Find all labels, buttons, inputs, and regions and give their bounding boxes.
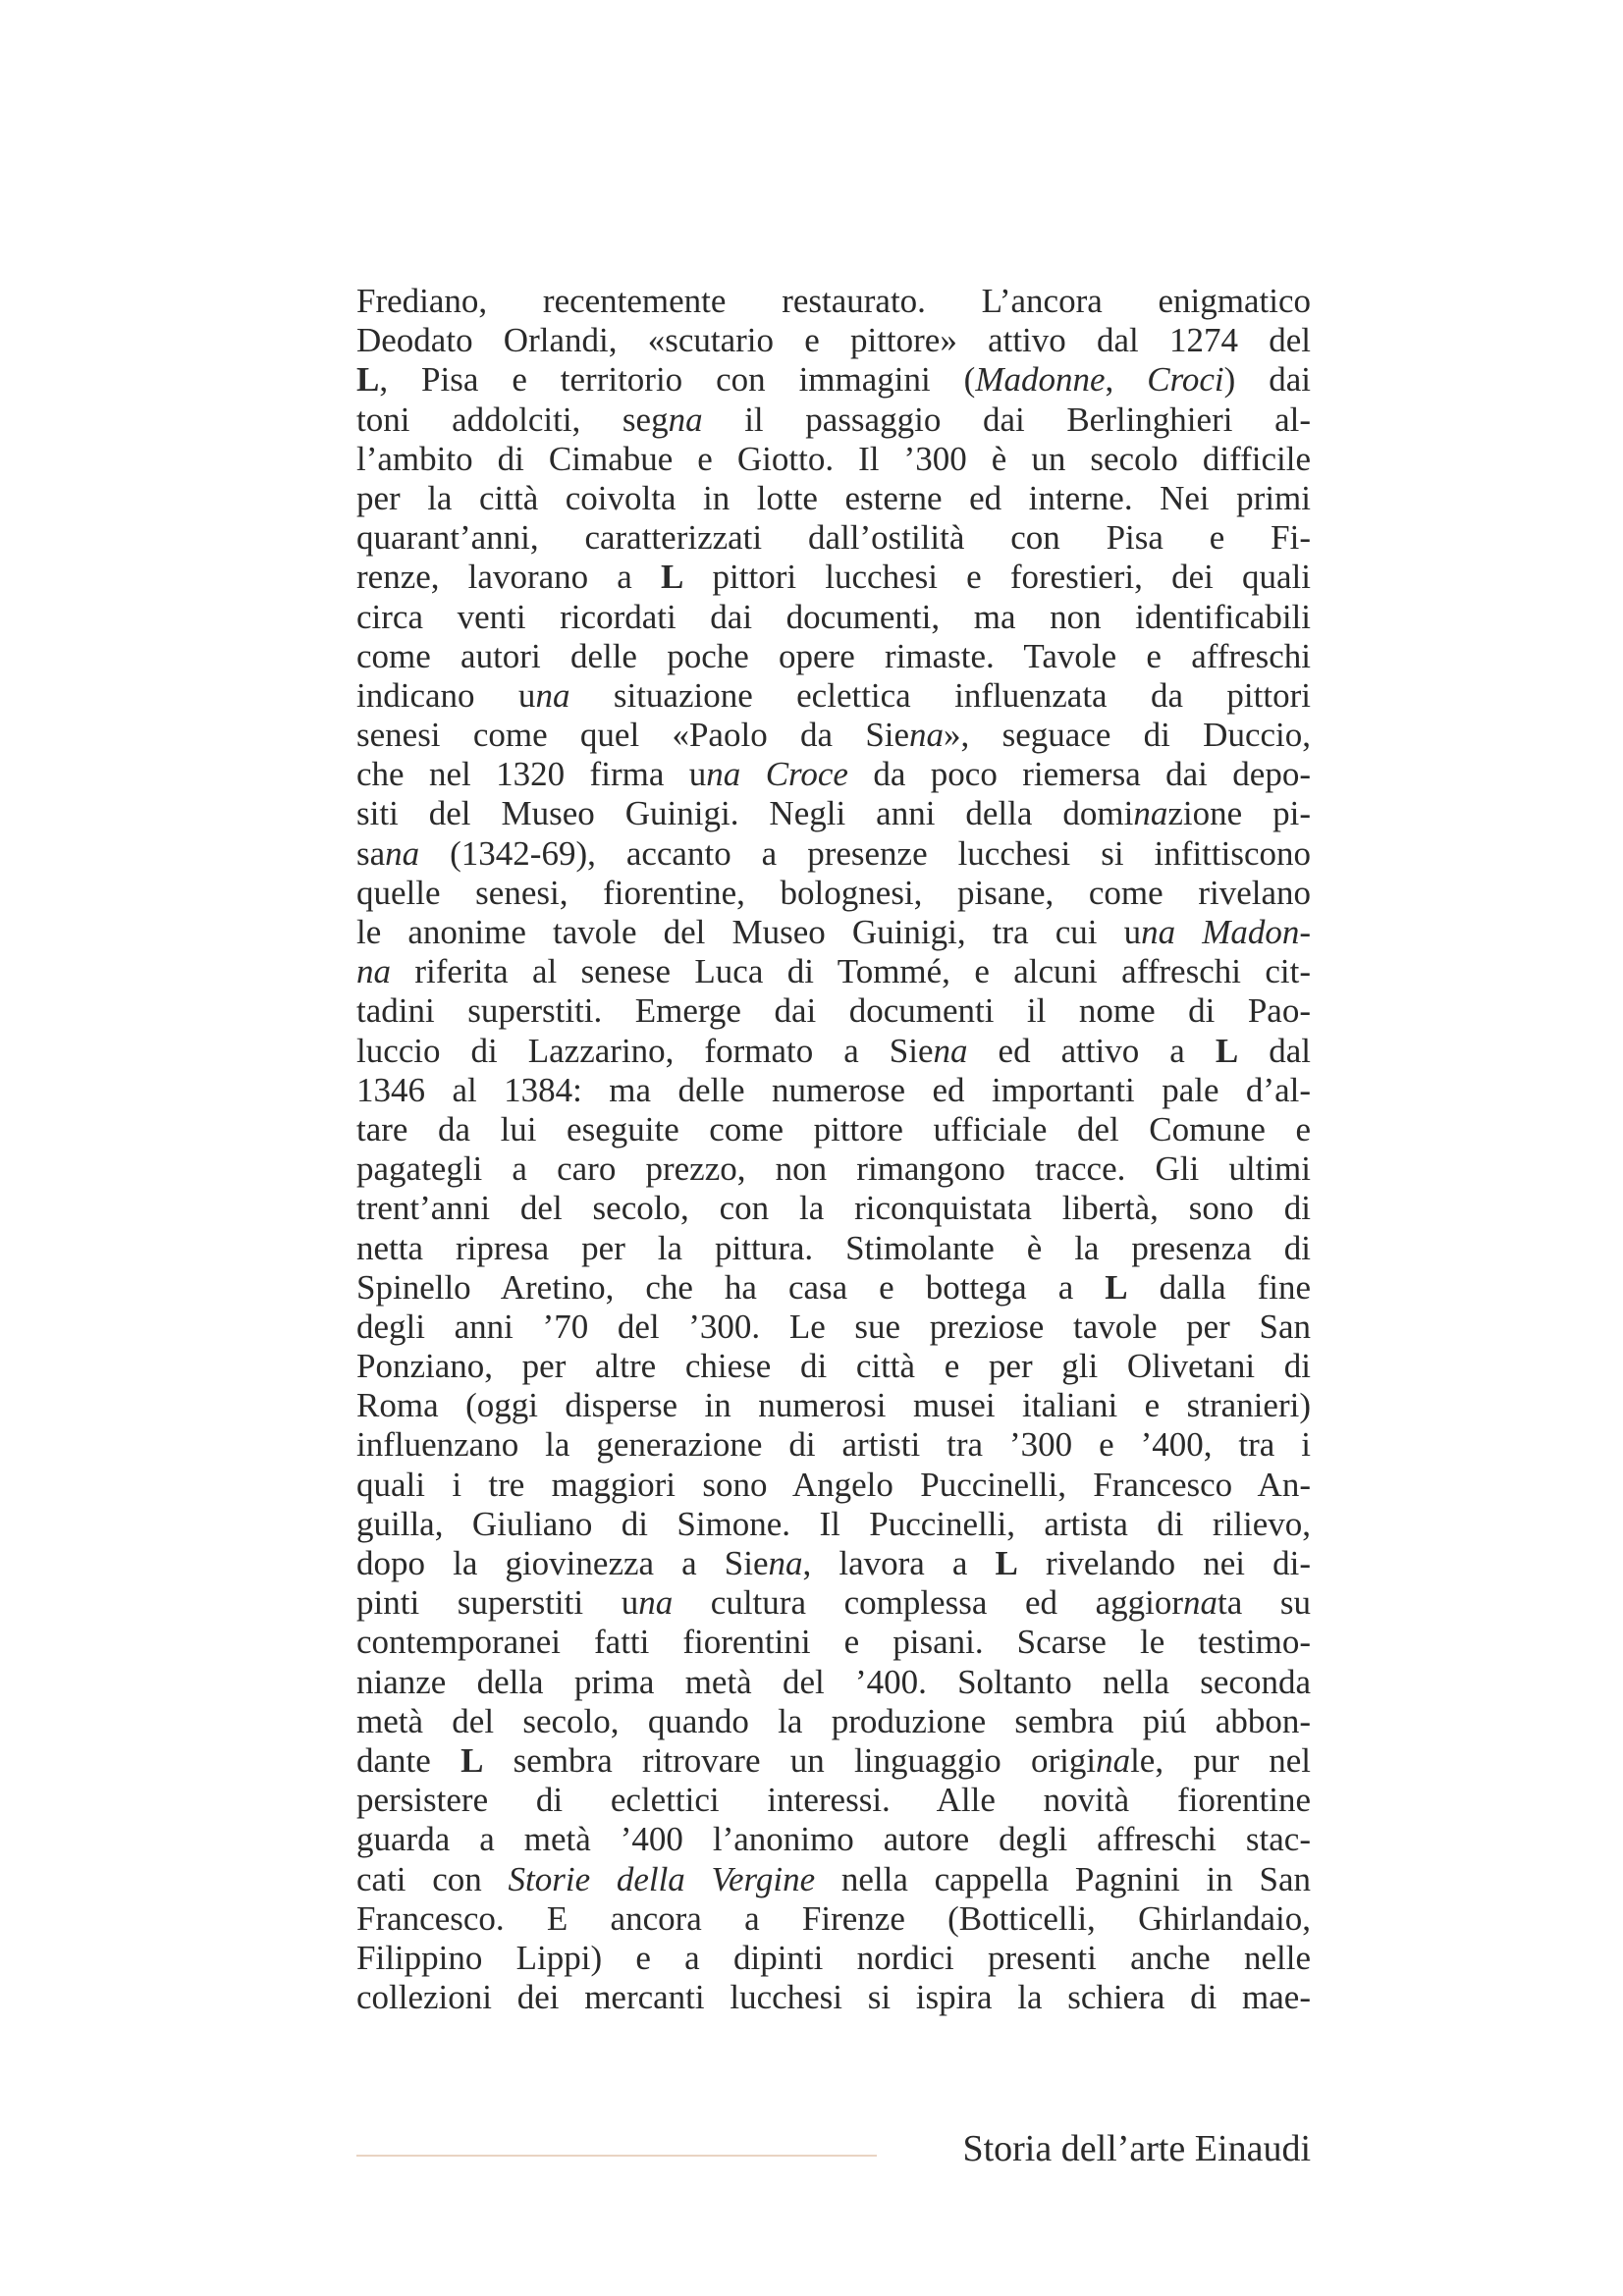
text-line: renze, lavorano a L pittori lucchesi e forestieri, dei quali xyxy=(356,558,1311,597)
text-line: circa venti ricordati dai documenti, ma non identificabili xyxy=(356,597,1311,636)
text-line: collezioni dei mercanti lucchesi si ispira la schiera di mae- xyxy=(356,1978,1311,2017)
text-line: Frediano, recentemente restaurato. L’ancora enigmatico xyxy=(356,282,1311,320)
text-line: per la città coivolta in lotte esterne ed interne. Nei primi xyxy=(356,478,1311,517)
text-line: senesi come quel «Paolo da Siena», seguace di Duccio, xyxy=(356,716,1311,755)
text-line: luccio di Lazzarino, formato a Siena ed attivo a L dal xyxy=(356,1031,1311,1070)
text-line: pagategli a caro prezzo, non rimangono tracce. Gli ultimi xyxy=(356,1149,1311,1189)
text-line: Spinello Aretino, che ha casa e bottega a L dalla fine xyxy=(356,1267,1311,1307)
footer-title: Storia dell’arte Einaudi xyxy=(962,2128,1311,2169)
text-line: tare da lui eseguite come pittore ufficiale del Comune e xyxy=(356,1109,1311,1148)
text-line: metà del secolo, quando la produzione sembra piú abbon- xyxy=(356,1701,1311,1740)
text-line: Filippino Lippi) e a dipinti nordici presenti anche nelle xyxy=(356,1938,1311,1977)
text-line: le anonime tavole del Museo Guinigi, tra cui una Madon- xyxy=(356,913,1311,951)
text-line: guilla, Giuliano di Simone. Il Puccinelli, artista di rilievo, xyxy=(356,1504,1311,1543)
text-line: che nel 1320 firma una Croce da poco riemersa dai depo- xyxy=(356,755,1311,794)
text-line: dopo la giovinezza a Siena, lavora a L rivelando nei di- xyxy=(356,1544,1311,1582)
text-line: L, Pisa e territorio con immagini (Madonne, Croci) dai xyxy=(356,360,1311,400)
text-line: Ponziano, per altre chiese di città e per gli Olivetani di xyxy=(356,1347,1311,1386)
text-line: netta ripresa per la pittura. Stimolante è la presenza di xyxy=(356,1228,1311,1267)
text-line: quali i tre maggiori sono Angelo Puccinelli, Francesco An- xyxy=(356,1465,1311,1504)
text-line: siti del Museo Guinigi. Negli anni della dominazione pi- xyxy=(356,794,1311,833)
text-line: degli anni ’70 del ’300. Le sue preziose tavole per San xyxy=(356,1307,1311,1346)
text-line: tadini superstiti. Emerge dai documenti il nome di Pao- xyxy=(356,991,1311,1031)
text-line: cati con Storie della Vergine nella cappella Pagnini in San xyxy=(356,1859,1311,1898)
text-line: quelle senesi, fiorentine, bolognesi, pisane, come rivelano xyxy=(356,873,1311,912)
text-line: come autori delle poche opere rimaste. Tavole e affreschi xyxy=(356,636,1311,675)
text-line: influenzano la generazione di artisti tra ’300 e ’400, tra i xyxy=(356,1425,1311,1465)
text-line: guarda a metà ’400 l’anonimo autore degli affreschi stac- xyxy=(356,1820,1311,1859)
text-line: nianze della prima metà del ’400. Soltanto nella seconda xyxy=(356,1662,1311,1701)
text-line: quarant’anni, caratterizzati dall’ostilità con Pisa e Fi- xyxy=(356,518,1311,558)
text-line: toni addolciti, segna il passaggio dai Berlinghieri al- xyxy=(356,400,1311,439)
text-line: 1346 al 1384: ma delle numerose ed importanti pale d’al- xyxy=(356,1070,1311,1109)
text-line: na riferita al senese Luca di Tommé, e alcuni affreschi cit- xyxy=(356,952,1311,991)
text-line: persistere di eclettici interessi. Alle novità fiorentine xyxy=(356,1781,1311,1820)
text-line: dante L sembra ritrovare un linguaggio originale, pur nel xyxy=(356,1740,1311,1780)
text-line: l’ambito di Cimabue e Giotto. Il ’300 è un secolo difficile xyxy=(356,439,1311,478)
text-line: trent’anni del secolo, con la riconquistata libertà, sono di xyxy=(356,1189,1311,1228)
text-line: Roma (oggi disperse in numerosi musei italiani e stranieri) xyxy=(356,1386,1311,1425)
text-line: indicano una situazione eclettica influenzata da pittori xyxy=(356,675,1311,715)
text-line: contemporanei fatti fiorentini e pisani. Scarse le testimo- xyxy=(356,1623,1311,1662)
footer-rule xyxy=(356,2155,877,2157)
text-line: Deodato Orlandi, «scutario e pittore» attivo dal 1274 del xyxy=(356,321,1311,360)
text-line: Francesco. E ancora a Firenze (Botticelli, Ghirlandaio, xyxy=(356,1898,1311,1938)
body-text xyxy=(356,282,1311,2017)
text-line: pinti superstiti una cultura complessa ed aggiornata su xyxy=(356,1583,1311,1623)
text-line: sana (1342-69), accanto a presenze lucchesi si infittiscono xyxy=(356,833,1311,873)
